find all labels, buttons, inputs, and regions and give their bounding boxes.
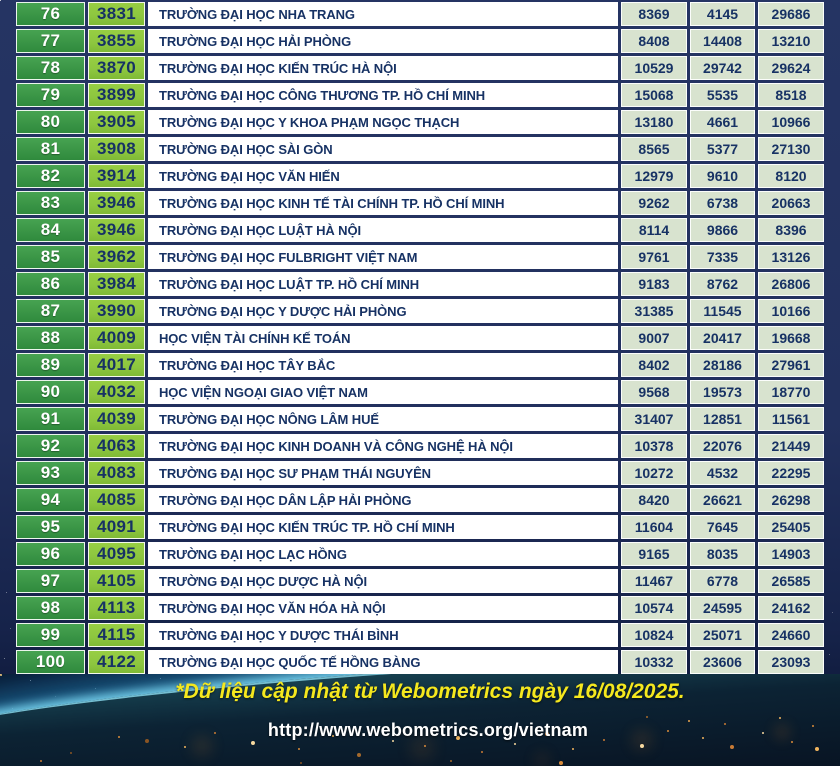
metric-2-cell: 19573 <box>690 380 755 404</box>
metric-1-cell: 9761 <box>621 245 687 269</box>
world-rank-cell: 4009 <box>88 326 145 350</box>
university-name-cell: TRƯỜNG ĐẠI HỌC LẠC HỒNG <box>148 542 618 566</box>
rank-cell: 92 <box>16 434 85 458</box>
metric-1-cell: 8408 <box>621 29 687 53</box>
webometrics-url-text[interactable]: http://www.webometrics.org/vietnam <box>267 720 589 740</box>
metric-2-cell: 29742 <box>690 56 755 80</box>
metric-1-cell: 11604 <box>621 515 687 539</box>
metric-1-cell: 15068 <box>621 83 687 107</box>
rank-cell: 99 <box>16 623 85 647</box>
rank-cell: 83 <box>16 191 85 215</box>
metric-1-cell: 10272 <box>621 461 687 485</box>
metric-2-cell: 7335 <box>690 245 755 269</box>
world-rank-cell: 4105 <box>88 569 145 593</box>
metric-3-cell: 27130 <box>758 137 824 161</box>
metric-3-cell: 20663 <box>758 191 824 215</box>
metric-1-cell: 9568 <box>621 380 687 404</box>
data-source-note: *Dữ liệu cập nhật từ Webometrics ngày 16/08/2025. <box>175 680 685 703</box>
metric-2-cell: 11545 <box>690 299 755 323</box>
world-rank-cell: 3962 <box>88 245 145 269</box>
world-rank-cell: 3946 <box>88 191 145 215</box>
metric-1-cell: 9262 <box>621 191 687 215</box>
metric-3-cell: 26298 <box>758 488 824 512</box>
metric-3-cell: 14903 <box>758 542 824 566</box>
metric-1-cell: 8402 <box>621 353 687 377</box>
metric-3-cell: 24660 <box>758 623 824 647</box>
university-name-cell: TRƯỜNG ĐẠI HỌC KIẾN TRÚC HÀ NỘI <box>148 56 618 80</box>
metric-1-cell: 8565 <box>621 137 687 161</box>
metric-3-cell: 21449 <box>758 434 824 458</box>
metric-1-cell: 9183 <box>621 272 687 296</box>
metric-1-cell: 8369 <box>621 2 687 26</box>
background-stars <box>0 0 1 1</box>
metric-1-cell: 10529 <box>621 56 687 80</box>
metric-2-cell: 4661 <box>690 110 755 134</box>
rank-cell: 93 <box>16 461 85 485</box>
metric-3-cell: 24162 <box>758 596 824 620</box>
metric-3-cell: 8120 <box>758 164 824 188</box>
rank-cell: 76 <box>16 2 85 26</box>
metric-2-cell: 12851 <box>690 407 755 431</box>
metric-1-cell: 8114 <box>621 218 687 242</box>
world-rank-cell: 4113 <box>88 596 145 620</box>
metric-2-cell: 4532 <box>690 461 755 485</box>
metric-3-cell: 13126 <box>758 245 824 269</box>
metric-3-cell: 11561 <box>758 407 824 431</box>
metric-3-cell: 22295 <box>758 461 824 485</box>
rank-cell: 89 <box>16 353 85 377</box>
university-name-cell: TRƯỜNG ĐẠI HỌC TÂY BẮC <box>148 353 618 377</box>
metric-3-cell: 13210 <box>758 29 824 53</box>
metric-1-cell: 12979 <box>621 164 687 188</box>
world-rank-cell: 4063 <box>88 434 145 458</box>
university-name-cell: TRƯỜNG ĐẠI HỌC Y KHOA PHẠM NGỌC THẠCH <box>148 110 618 134</box>
university-name-cell: TRƯỜNG ĐẠI HỌC FULBRIGHT VIỆT NAM <box>148 245 618 269</box>
world-rank-cell: 3899 <box>88 83 145 107</box>
rank-cell: 85 <box>16 245 85 269</box>
rank-cell: 98 <box>16 596 85 620</box>
rank-cell: 84 <box>16 218 85 242</box>
university-name-cell: TRƯỜNG ĐẠI HỌC SÀI GÒN <box>148 137 618 161</box>
metric-2-cell: 9866 <box>690 218 755 242</box>
world-rank-cell: 3990 <box>88 299 145 323</box>
metric-3-cell: 8518 <box>758 83 824 107</box>
metric-2-cell: 26621 <box>690 488 755 512</box>
metric-3-cell: 27961 <box>758 353 824 377</box>
metric-3-cell: 29624 <box>758 56 824 80</box>
rank-cell: 90 <box>16 380 85 404</box>
university-name-cell: TRƯỜNG ĐẠI HỌC DÂN LẬP HẢI PHÒNG <box>148 488 618 512</box>
rank-cell: 79 <box>16 83 85 107</box>
rank-cell: 100 <box>16 650 85 674</box>
world-rank-cell: 4083 <box>88 461 145 485</box>
rank-cell: 91 <box>16 407 85 431</box>
university-name-cell: TRƯỜNG ĐẠI HỌC QUỐC TẾ HỒNG BÀNG <box>148 650 618 674</box>
university-name-cell: TRƯỜNG ĐẠI HỌC Y DƯỢC THÁI BÌNH <box>148 623 618 647</box>
university-name-cell: TRƯỜNG ĐẠI HỌC Y DƯỢC HẢI PHÒNG <box>148 299 618 323</box>
metric-3-cell: 10166 <box>758 299 824 323</box>
world-rank-cell: 4039 <box>88 407 145 431</box>
rank-cell: 94 <box>16 488 85 512</box>
university-name-cell: TRƯỜNG ĐẠI HỌC KIẾN TRÚC TP. HỒ CHÍ MINH <box>148 515 618 539</box>
metric-2-cell: 6778 <box>690 569 755 593</box>
world-rank-cell: 3905 <box>88 110 145 134</box>
rank-cell: 81 <box>16 137 85 161</box>
metric-1-cell: 13180 <box>621 110 687 134</box>
metric-2-cell: 14408 <box>690 29 755 53</box>
world-rank-cell: 4017 <box>88 353 145 377</box>
world-rank-cell: 4032 <box>88 380 145 404</box>
university-name-cell: TRƯỜNG ĐẠI HỌC LUẬT HÀ NỘI <box>148 218 618 242</box>
metric-3-cell: 10966 <box>758 110 824 134</box>
metric-3-cell: 26806 <box>758 272 824 296</box>
world-rank-cell: 4095 <box>88 542 145 566</box>
world-rank-cell: 3870 <box>88 56 145 80</box>
rank-cell: 78 <box>16 56 85 80</box>
world-rank-cell: 3855 <box>88 29 145 53</box>
city-lights <box>0 674 2 676</box>
world-rank-cell: 3908 <box>88 137 145 161</box>
metric-1-cell: 10378 <box>621 434 687 458</box>
world-rank-cell: 4115 <box>88 623 145 647</box>
metric-1-cell: 8420 <box>621 488 687 512</box>
university-name-cell: TRƯỜNG ĐẠI HỌC VĂN HIẾN <box>148 164 618 188</box>
rank-cell: 96 <box>16 542 85 566</box>
metric-3-cell: 23093 <box>758 650 824 674</box>
metric-2-cell: 4145 <box>690 2 755 26</box>
metric-2-cell: 9610 <box>690 164 755 188</box>
university-name-cell: HỌC VIỆN TÀI CHÍNH KẾ TOÁN <box>148 326 618 350</box>
metric-3-cell: 18770 <box>758 380 824 404</box>
metric-2-cell: 8035 <box>690 542 755 566</box>
university-name-cell: TRƯỜNG ĐẠI HỌC VĂN HÓA HÀ NỘI <box>148 596 618 620</box>
metric-3-cell: 8396 <box>758 218 824 242</box>
metric-2-cell: 20417 <box>690 326 755 350</box>
metric-3-cell: 25405 <box>758 515 824 539</box>
metric-2-cell: 8762 <box>690 272 755 296</box>
university-name-cell: HỌC VIỆN NGOẠI GIAO VIỆT NAM <box>148 380 618 404</box>
university-name-cell: TRƯỜNG ĐẠI HỌC CÔNG THƯƠNG TP. HỒ CHÍ MINH <box>148 83 618 107</box>
metric-2-cell: 5377 <box>690 137 755 161</box>
metric-1-cell: 9007 <box>621 326 687 350</box>
world-rank-cell: 4085 <box>88 488 145 512</box>
university-name-cell: TRƯỜNG ĐẠI HỌC NÔNG LÂM HUẾ <box>148 407 618 431</box>
world-rank-cell: 3984 <box>88 272 145 296</box>
metric-2-cell: 28186 <box>690 353 755 377</box>
rank-cell: 97 <box>16 569 85 593</box>
metric-1-cell: 10574 <box>621 596 687 620</box>
world-rank-cell: 3914 <box>88 164 145 188</box>
metric-2-cell: 5535 <box>690 83 755 107</box>
rank-cell: 77 <box>16 29 85 53</box>
university-name-cell: TRƯỜNG ĐẠI HỌC KINH TẾ TÀI CHÍNH TP. HỒ CHÍ MINH <box>148 191 618 215</box>
rank-cell: 86 <box>16 272 85 296</box>
metric-2-cell: 22076 <box>690 434 755 458</box>
metric-3-cell: 29686 <box>758 2 824 26</box>
university-name-cell: TRƯỜNG ĐẠI HỌC SƯ PHẠM THÁI NGUYÊN <box>148 461 618 485</box>
university-name-cell: TRƯỜNG ĐẠI HỌC LUẬT TP. HỒ CHÍ MINH <box>148 272 618 296</box>
world-rank-cell: 4091 <box>88 515 145 539</box>
rank-cell: 82 <box>16 164 85 188</box>
rank-cell: 80 <box>16 110 85 134</box>
metric-2-cell: 24595 <box>690 596 755 620</box>
metric-3-cell: 26585 <box>758 569 824 593</box>
world-rank-cell: 3946 <box>88 218 145 242</box>
metric-1-cell: 11467 <box>621 569 687 593</box>
university-name-cell: TRƯỜNG ĐẠI HỌC HẢI PHÒNG <box>148 29 618 53</box>
metric-1-cell: 9165 <box>621 542 687 566</box>
university-name-cell: TRƯỜNG ĐẠI HỌC DƯỢC HÀ NỘI <box>148 569 618 593</box>
metric-1-cell: 10824 <box>621 623 687 647</box>
metric-2-cell: 23606 <box>690 650 755 674</box>
metric-1-cell: 10332 <box>621 650 687 674</box>
university-name-cell: TRƯỜNG ĐẠI HỌC KINH DOANH VÀ CÔNG NGHỆ HÀ NỘI <box>148 434 618 458</box>
rank-cell: 88 <box>16 326 85 350</box>
metric-2-cell: 7645 <box>690 515 755 539</box>
metric-3-cell: 19668 <box>758 326 824 350</box>
metric-2-cell: 6738 <box>690 191 755 215</box>
rank-cell: 95 <box>16 515 85 539</box>
university-name-cell: TRƯỜNG ĐẠI HỌC NHA TRANG <box>148 2 618 26</box>
world-rank-cell: 4122 <box>88 650 145 674</box>
metric-1-cell: 31407 <box>621 407 687 431</box>
metric-2-cell: 25071 <box>690 623 755 647</box>
rank-cell: 87 <box>16 299 85 323</box>
metric-1-cell: 31385 <box>621 299 687 323</box>
world-rank-cell: 3831 <box>88 2 145 26</box>
